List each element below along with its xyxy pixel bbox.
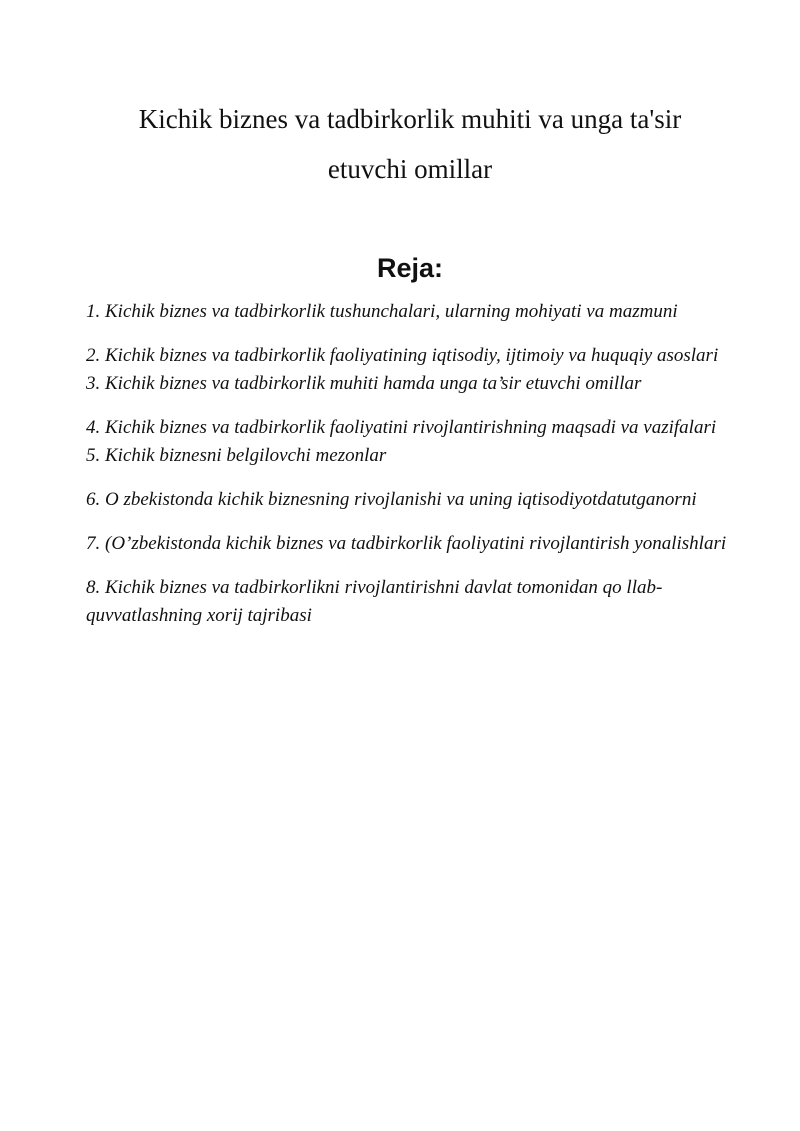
plan-list — [86, 298, 746, 630]
plan-item-7: 7. (O’zbekistonda kichik biznes va tadbirkorlik faoliyatini rivojlantirish yonalishlari — [86, 533, 727, 554]
plan-item-1: 1. Kichik biznes va tadbirkorlik tushunchalari, ularning mohiyati va mazmuni — [86, 301, 678, 322]
document-title-line-1: Kichik biznes va tadbirkorlik muhiti va unga ta'sir — [138, 104, 682, 134]
plan-item-8: 8. Kichik biznes va tadbirkorlikni rivojlantirishni davlat tomonidan qo llab-quvvatlashning xorij tajribasi — [86, 577, 663, 626]
plan-item-2: 2. Kichik biznes va tadbirkorlik faoliyatining iqtisodiy, ijtimoiy va huquqiy asoslari — [86, 345, 719, 366]
plan-item-6: 6. O zbekistonda kichik biznesning rivojlanishi va uning iqtisodiyotdatutganorni — [86, 489, 697, 510]
plan-item-5: 5. Kichik biznesni belgilovchi mezonlar — [86, 445, 387, 466]
document-title — [60, 94, 760, 194]
plan-item-3: 3. Kichik biznes va tadbirkorlik muhiti hamda unga ta’sir etuvchi omillar — [86, 373, 642, 394]
plan-heading: Reja: — [376, 253, 444, 283]
plan-item-4: 4. Kichik biznes va tadbirkorlik faoliyatini rivojlantirishning maqsadi va vazifalari — [86, 417, 717, 438]
document-title-line-2: etuvchi omillar — [327, 154, 493, 184]
